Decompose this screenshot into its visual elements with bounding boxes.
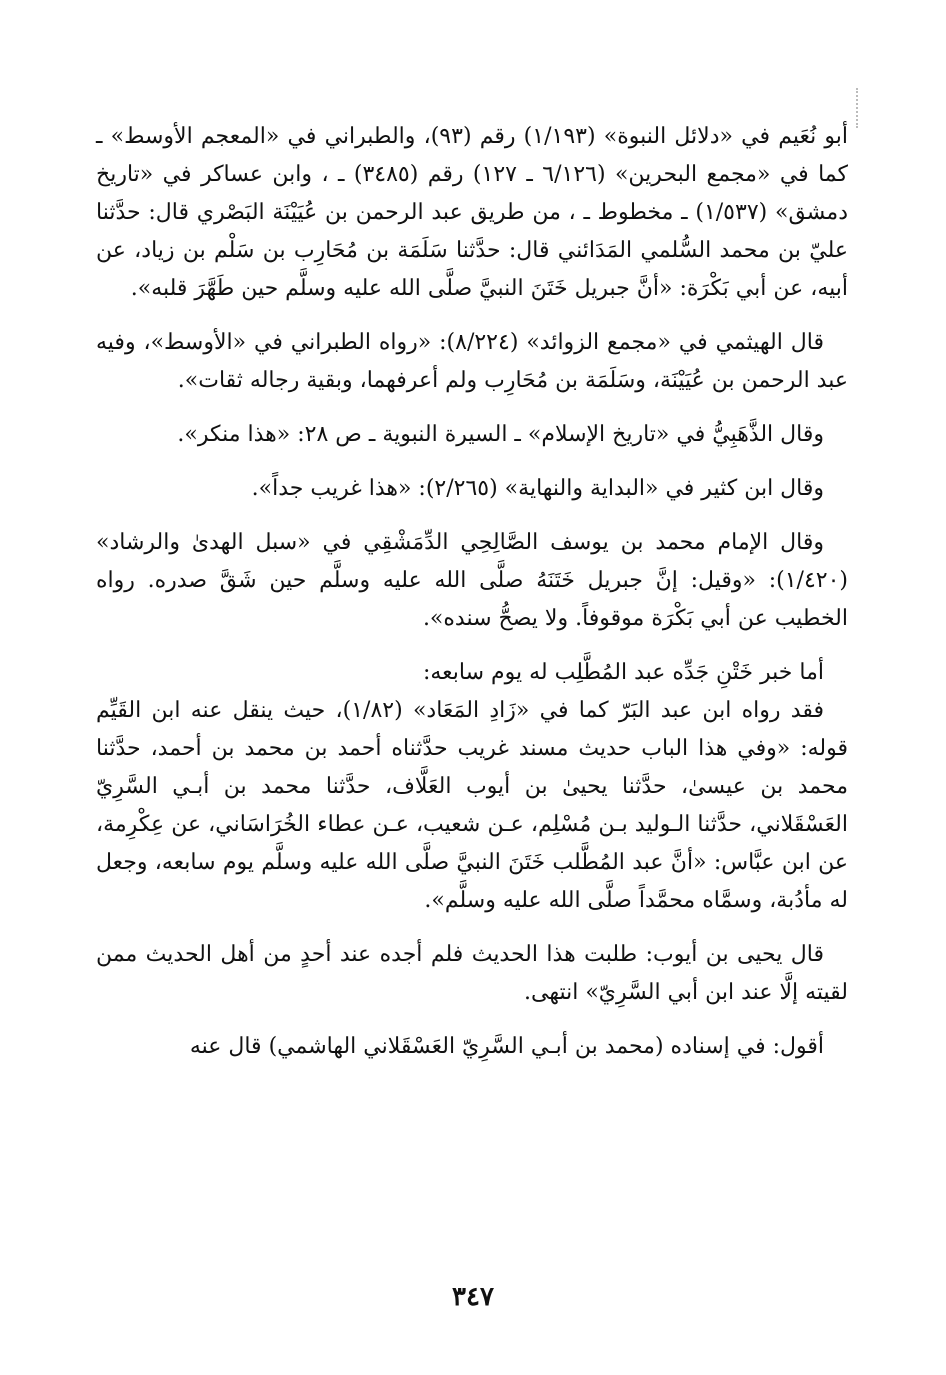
paragraph-5: وقال الإمام محمد بن يوسف الصَّالِحِي الدِّمَشْقِي في «سبل الهدىٰ والرشاد» (١/٤٢٠): «وقيل: إنَّ جبريل خَتَنَهُ صلَّى الله عليه وسلَّم حين شَقَّ صدره. رواه الخطيب عن أبي بَكْرَة موقوفاً. ولا يصحُّ سنده». [96, 530, 848, 631]
paragraph-9: أقول: في إسناده (محمد بن أبـي السَّرِيّ العَسْقَلاني الهاشمي) قال عنه [189, 1034, 824, 1059]
page-body [96, 118, 848, 1066]
paragraph-1: أبو نُعَيم في «دلائل النبوة» (١/١٩٣) رقم (٩٣)، والطبراني في «المعجم الأوسط» ـ كما في «مجمع البحرين» (٦/١٢٦ ـ ١٢٧) رقم (٣٤٨٥) ـ ، وابن عساكر في «تاريخ دمشق» (١/٥٣٧) ـ مخطوط ـ ، من طريق عبد الرحمن بن عُيَيْنَة البَصْري قال: حدَّثنا عليّ بن محمد السُّلمي المَدَائني قال: حدَّثنا سَلَمَة بن مُحَارِب بن سَلْم بن زياد، عن أبيه، عن أبي بَكْرَة: «أنَّ جبريل خَتَنَ النبيَّ صلَّى الله عليه وسلَّم حين طَهَّرَ قلبه». [96, 124, 849, 301]
paragraph-4: وقال ابن كثير في «البداية والنهاية» (٢/٢٦٥): «هذا غريب جداً». [251, 476, 824, 501]
paragraph-7: فقد رواه ابن عبد البَرّ كما في «زَادِ المَعَاد» (١/٨٢)، حيث ينقل عنه ابن القَيِّم قوله: «وفي هذا الباب حديث مسند غريب حدَّثناه أحمد بن محمد بن أحمد، حدَّثنا محمد بن عيسىٰ، حدَّثنا يحيىٰ بن أيوب العَلَّاف، حدَّثنا محمد بن أبـي السَّرِيّ العَسْقَلاني، حدَّثنا الـوليد بـن مُسْلِم، عـن شعيب، عـن عطاء الخُرَاسَاني، عن عِكْرِمة، عن ابن عبَّاس: «أنَّ عبد المُطَّلب خَتَنَ النبيَّ صلَّى الله عليه وسلَّم يوم سابعه، وجعل له مأدُبة، وسمَّاه محمَّداً صلَّى الله عليه وسلَّم». [96, 698, 848, 913]
paragraph-6: أما خبر خَتْنِ جَدِّه عبد المُطَّلِب له يوم سابعه: [422, 660, 824, 685]
margin-dots [854, 88, 858, 128]
paragraph-8: قال يحيى بن أيوب: طلبت هذا الحديث فلم أجده عند أحدٍ من أهل الحديث ممن لقيته إلَّا عند ابن أبي السَّرِيّ» انتهى. [96, 942, 848, 1005]
paragraph-3: وقال الذَّهَبِيُّ في «تاريخ الإسلام» ـ السيرة النبوية ـ ص ٢٨: «هذا منكر». [177, 422, 824, 447]
paragraph-2: قال الهيثمي في «مجمع الزوائد» (٨/٢٢٤): «رواه الطبراني في «الأوسط»، وفيه عبد الرحمن بن عُيَيْنَة، وسَلَمَة بن مُحَارِب ولم أعرفهما، وبقية رجاله ثقات». [96, 330, 848, 393]
page-number: ٣٤٧ [452, 1282, 494, 1312]
